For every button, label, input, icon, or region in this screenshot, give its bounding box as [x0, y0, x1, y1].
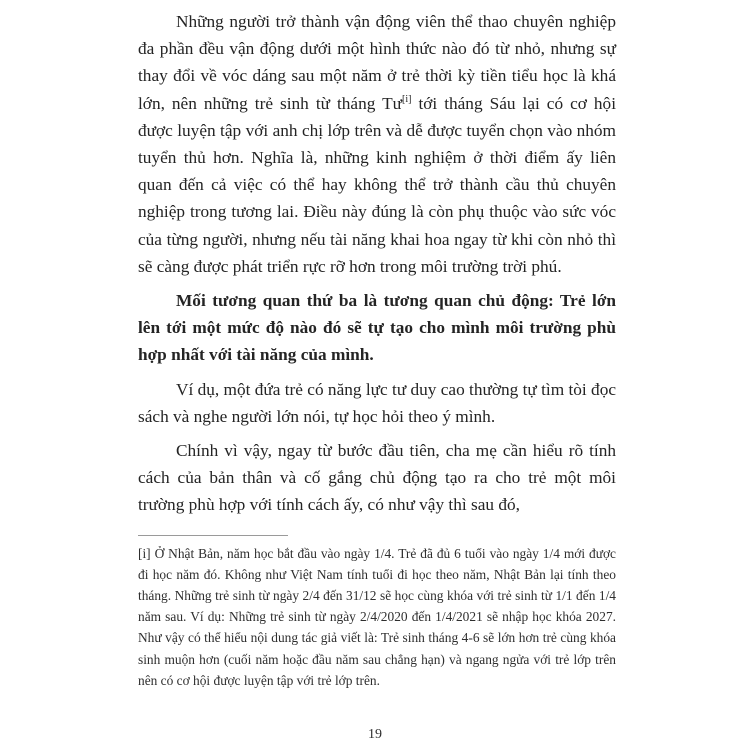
paragraph-1: [138, 8, 616, 280]
paragraph-1-text-a: Những người trở thành vận động viên thể thao chuyên nghiệp đa phần đều vận động dưới một hình thức nào đó từ nhỏ, nhưng sự thay đổi về vóc dáng sau một năm ở trẻ thời kỳ tiền tiểu học là khá lớn, nên những trẻ sinh từ tháng Tư: [138, 12, 616, 113]
paragraph-2-bold: Mối tương quan thứ ba là tương quan chủ động: Trẻ lớn lên tới một mức độ nào đó sẽ tự tạo cho mình môi trường phù hợp nhất với tài năng của mình.: [138, 291, 616, 365]
paragraph-4: Chính vì vậy, ngay từ bước đầu tiên, cha mẹ cần hiểu rõ tính cách của bản thân và cố gắng chủ động tạo ra cho trẻ một môi trường phù hợp với tính cách ấy, có như vậy thì sau đó,: [138, 441, 616, 515]
paragraph-1-text-b: tới tháng Sáu lại có cơ hội được luyện tập với anh chị lớp trên và dễ được tuyển chọn vào nhóm tuyển thủ hơn. Nghĩa là, những kinh nghiệm ở thời điểm ấy liên quan đến cả việc có thể hay không thể trở thành cầu thủ chuyên nghiệp trong tương lai. Điều này đúng là còn phụ thuộc vào sức vóc của từng người, nhưng nếu tài năng khai hoa ngay từ khi còn nhỏ thì sẽ càng được phát triển rực rỡ hơn trong môi trường trời phú.: [138, 93, 616, 276]
footnote-ref-i: [i]: [402, 93, 412, 105]
text-column: [138, 8, 616, 691]
paragraph-3: Ví dụ, một đứa trẻ có năng lực tư duy cao thường tự tìm tòi đọc sách và nghe người lớn nói, tự học hỏi theo ý mình.: [138, 379, 616, 426]
page-number: 19: [0, 727, 750, 743]
footnote-text: [i] Ở Nhật Bản, năm học bắt đầu vào ngày 1/4. Trẻ đã đủ 6 tuổi vào ngày 1/4 mới được đi học năm đó. Không như Việt Nam tính tuổi đi học theo năm, Nhật Bản lại tính theo tháng. Những trẻ sinh từ ngày 2/4 đến 31/12 sẽ học cùng khóa với trẻ sinh từ 1/1 đến 1/4 năm sau. Ví dụ: Những trẻ sinh từ ngày 2/4/2020 đến 1/4/2021 sẽ nhập học khóa 2027. Như vậy có thể hiểu nội dung tác giả viết là: Trẻ sinh tháng 4-6 sẽ lớn hơn trẻ cùng khóa sinh muộn hơn (cuối năm hoặc đầu năm sau chẳng hạn) và ngang ngửa với trẻ lớp trên nên có cơ hội được luyện tập với trẻ lớp trên.: [138, 545, 616, 688]
footnote-divider: [138, 535, 288, 536]
